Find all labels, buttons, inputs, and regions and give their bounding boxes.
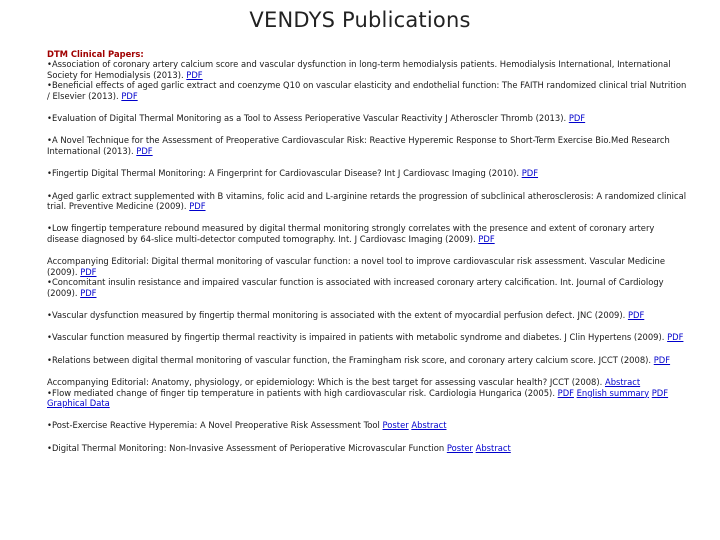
pdf-graphical-data-link[interactable]: PDF Graphical Data [47,387,669,408]
pdf-link[interactable]: PDF [478,233,495,244]
publication-text: •Aged garlic extract supplemented with B vitamins, folic acid and L-arginine retards the progression of subclinical atherosclerosis: A randomized clinical trial. Preventive Medicine (2009). [47,190,687,212]
publication-item [47,332,687,342]
publication-text: •Association of coronary artery calcium score and vascular dysfunction in long-term hemodialysis patients. Hemodialysis International, International Society for Hemodialysis (2013). [47,59,671,80]
pdf-link[interactable]: PDF [667,332,684,343]
publications-list [47,49,687,453]
publication-item [47,388,687,409]
publication-text: •Digital Thermal Monitoring: Non-Invasive Assessment of Perioperative Microvascular Function [47,442,447,453]
pdf-link[interactable]: PDF [189,201,206,212]
publication-text: •Fingertip Digital Thermal Monitoring: A Fingerprint for Cardiovascular Disease? Int J Cardiovasc Imaging (2010). [47,168,522,179]
publication-item [47,80,687,101]
publication-item [47,443,687,453]
publication-text: •Post-Exercise Reactive Hyperemia: A Novel Preoperative Risk Assessment Tool [47,420,383,431]
publication-text: •Flow mediated change of finger tip temperature in patients with high cardiovascular risk. Cardiologia Hungarica (2005). [47,387,558,398]
poster-link[interactable]: Poster [446,442,473,453]
poster-link[interactable]: Poster [382,420,409,431]
pdf-link[interactable]: PDF [186,69,203,80]
publication-item [47,168,687,178]
pdf-link[interactable]: PDF [80,266,97,277]
abstract-link[interactable]: Abstract [411,420,447,431]
publication-item [47,59,687,80]
publication-text: •Concomitant insulin resistance and impaired vascular function is associated with increased coronary artery calcification. Int. Journal of Cardiology (2009). [47,277,664,298]
publication-text: •Vascular dysfunction measured by fingertip thermal monitoring is associated with the extent of myocardial perfusion defect. JNC (2009). [47,309,628,320]
pdf-link[interactable]: PDF [121,90,138,101]
publication-item [47,377,687,387]
pdf-link[interactable]: PDF [557,387,574,398]
publication-item [47,135,687,156]
publication-item [47,256,687,277]
publication-text: Accompanying Editorial: Digital thermal monitoring of vascular function: a novel tool to improve cardiovascular risk assessment. Vascular Medicine (2009). [47,256,666,277]
publication-text: •Vascular function measured by fingertip thermal reactivity is impaired in patients with metabolic syndrome and diabetes. J Clin Hypertens (2009). [47,332,668,343]
publication-item [47,277,687,298]
pdf-link[interactable]: PDF [521,168,539,179]
pdf-link[interactable]: PDF [627,309,645,320]
publication-item [47,191,687,212]
publication-text: Accompanying Editorial: Anatomy, physiology, or epidemiology: Which is the best target for assessing vascular health? JCCT (2008). [47,377,605,388]
english-summary-link[interactable]: English summary [576,387,650,398]
pdf-link[interactable]: PDF [136,145,153,156]
publication-item [47,223,687,244]
publication-item [47,113,687,123]
page-title: VENDYS Publications [249,8,471,32]
publication-text: •A Novel Technique for the Assessment of Preoperative Cardiovascular Risk: Reactive Hyperemic Response to Short-Term Exercise Bio.Med Research International (2013). [47,135,670,156]
abstract-link[interactable]: Abstract [604,377,641,388]
publication-text: •Low fingertip temperature rebound measured by digital thermal monitoring strongly correlates with the presence and extent of coronary artery disease diagnosed by 64-slice multi-detector computed tomography. Int. J Cardiovasc Imaging (2009). [47,223,655,244]
pdf-link[interactable]: PDF [653,354,671,365]
publication-text: •Beneficial effects of aged garlic extract and coenzyme Q10 on vascular elasticity and endothelial function: The FAITH randomized clinical trial Nutrition / Elsevier (2013). [47,80,687,101]
publication-text: •Evaluation of Digital Thermal Monitoring as a Tool to Assess Perioperative Vascular Reactivity J Atheroscler Thromb (2013). [47,113,569,124]
publication-item [47,310,687,320]
section-heading: DTM Clinical Papers: [47,49,144,59]
publication-item [47,355,687,365]
publication-item [47,420,687,430]
publication-text: •Relations between digital thermal monitoring of vascular function, the Framingham risk score, and coronary artery calcium score. JCCT (2008). [47,354,654,365]
pdf-link[interactable]: PDF [80,287,97,298]
pdf-link[interactable]: PDF [568,113,586,124]
abstract-link[interactable]: Abstract [475,442,511,453]
